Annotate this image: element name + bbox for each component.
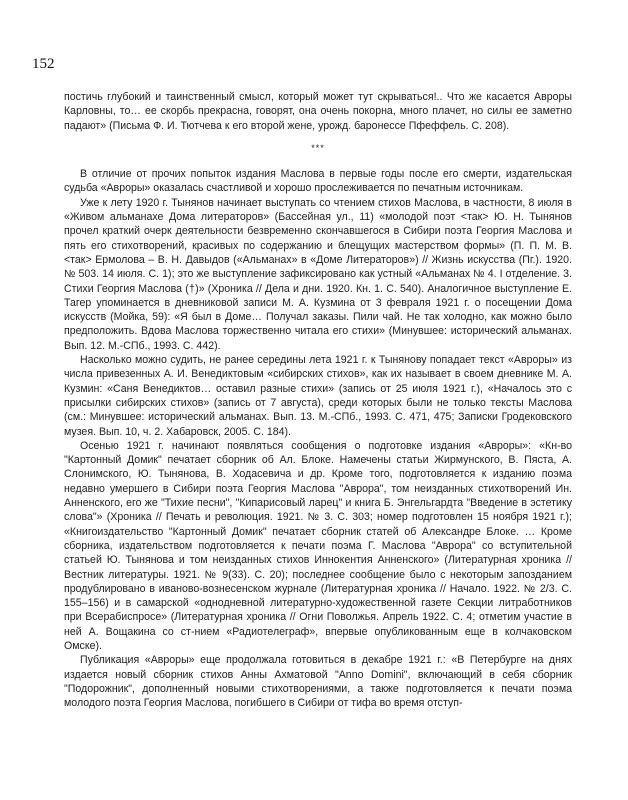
paragraph-aurora-fate: В отличие от прочих попыток издания Маслова в первые годы после его смерти, издательская судьба «Авроры» оказалась счастливой и хорошо прослеживается по печатным источникам. xyxy=(64,168,572,195)
paragraph-continuation: постичь глубокий и таинственный смысл, который может тут скрываться!.. Что же касается Авроры Карловны, то… ее скорбь прекрасна, говорят, она очень покорна, много плачет, но силы ее заметно падают» (Письма Ф. И. Тютчева к его второй жене, урожд. баронессе Пфеффель. С. 208). xyxy=(64,91,572,132)
paragraph-tynyanov-readings: Уже к лету 1920 г. Тынянов начинает выступать со чтением стихов Маслова, в частности, 8 июля в «Живом альманахе Дома литераторов» (Бассейная ул., 11) «молодой поэт <так> Ю. Н. Тынянов прочел краткий очерк деятельности безвременно скончавшегося в Сибири поэта Георгия Маслова и пять его стихотворений, красивых по содержанию и блещущих мастерством формы» (П. П. М. В. <так> Ермолова – В. Н. Давыдов («Альманах» в «Доме Литераторов») // Жизнь искусства (Пг.). 1920. № 503. 14 июля. С. 1); это же выступление зафиксировано как устный «Альманах № 4. I отделение. 3. Стихи Георгия Маслова (†)» (Хроника // Дела и дни. 1920. Кн. 1. С. 540). Аналогичное выступление Е. Тагер упоминается в дневниковой записи М. А. Кузмина от 3 февраля 1921 г. о посещении Дома искусств (Мойка, 59): «Я был в Доме… Получал заказы. Пили чай. Не так холодно, как можно было предположить. Вдова Маслова торжественно читала его стихи» (Минувшее: исторический альманах. Вып. 12. М.-СПб., 1993. С. 442). xyxy=(64,196,572,352)
body-text xyxy=(64,90,572,710)
paragraph-december-1921: Публикация «Авроры» еще продолжала готовиться в декабре 1921 г.: «В Петербурге на днях издается новый сборник стихов Анны Ахматовой "Anno Domini", включающий в себя сборник "Подорожник", дополненный новыми стихотворениями, а также подготовляется к печати поэма молодого поэта Георгия Маслова, погибшего в Сибири от тифа во время отступ- xyxy=(64,654,572,710)
page-number: 152 xyxy=(32,56,55,72)
paragraph-publication-reports: Осенью 1921 г. начинают появляться сообщения о подготовке издания «Авроры»: «Кн-во "Картонный Домик" печатает сборник об Ал. Блоке. Намечены статьи Жирмунского, В. Пяста, А. Слонимского, Ю. Тынянова, В. Ходасевича и др. Кроме того, подготовляется к изданию поэма недавно умершего в Сибири поэта Георгия Маслова "Аврора", том неизданных стихотворений Ин. Анненского, его же "Тихие песни", "Кипарисовый ларец" и книга Б. Энгельгардта "Введение в эстетику слова"» (Хроника // Печать и революция. 1921. № 3. С. 303; номер подготовлен 15 ноября 1921 г.); «Книгоиздательство "Картонный Домик" печатает сборник статей об Александре Блоке. … Кроме сборника, издательством подготовляется к печати поэма Г. Маслова "Аврора" со вступительной статьей Ю. Тынянова и том неизданных стихов Иннокентия Анненского» (Литературная хроника // Вестник литературы. 1921. № 9(33). С. 20); последнее сообщение было с некоторым запозданием продублировано в иваново-вознесенском журнале (Литературная хроника // Начало. 1922. № 2/3. С. 155–156) и в самарской «однодневной литературно-художественной газете Секции литработников при Всерабиспросе» (Литературная хроника // Огни Поволжья. Апрель 1922. С. 4; отметим участие в ней А. Вощакина со ст-нием «Радиотелеграф», впервые опубликованным еще в колчаковском Омске). xyxy=(64,439,572,652)
section-separator: *** xyxy=(311,142,325,153)
paragraph-siberian-poems: Насколько можно судить, не ранее середины лета 1921 г. к Тынянову попадает текст «Авроры» из числа привезенных А. И. Венедиктовым «сибирских стихов», как их называет в своем дневнике М. А. Кузмин: «Саня Венедиктов… оставил разные стихи» (запись от 25 июля 1921 г.), «Началось это с присылки сибирских стихов» (запись от 7 августа), среди которых были не только тексты Маслова (см.: Минувшее: исторический альманах. Вып. 13. М.-СПб., 1993. С. 471, 475; Записки Гродековского музея. Вып. 10, ч. 2. Хабаровск, 2005. С. 184). xyxy=(64,354,572,438)
